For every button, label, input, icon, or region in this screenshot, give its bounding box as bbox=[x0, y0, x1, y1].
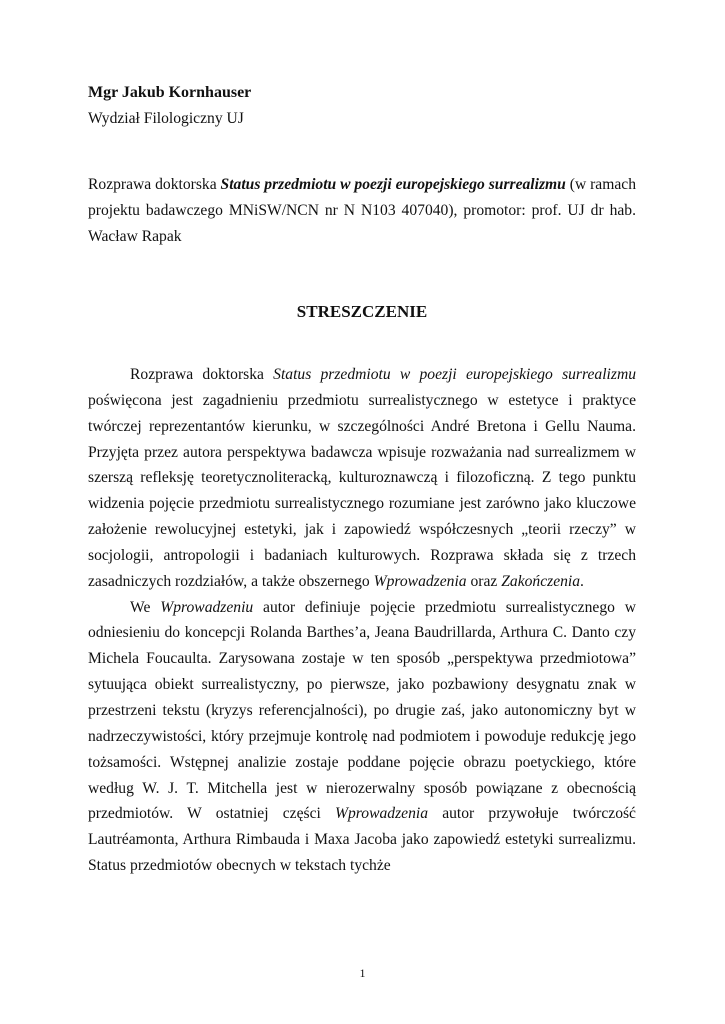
thesis-lead: Rozprawa doktorska bbox=[88, 176, 221, 193]
abstract-paragraph-1 bbox=[88, 362, 636, 595]
p1-text-4: . bbox=[580, 572, 584, 590]
page-number: 1 bbox=[359, 966, 366, 980]
thesis-details: (w ramach projektu badawczego MNiSW/NCN nr N N103 407040), promotor: prof. UJ dr hab. Wacław Rapak bbox=[88, 176, 636, 245]
p1-text-3: oraz bbox=[466, 572, 502, 590]
p2-italic-introduction: Wprowadzeniu bbox=[160, 598, 254, 616]
p1-text-1: Rozprawa doktorska bbox=[130, 366, 274, 383]
p2-text-1: We bbox=[130, 598, 161, 616]
p2-italic-introduction-2: Wprowadzenia bbox=[335, 805, 428, 823]
p1-italic-introduction: Wprowadzenia bbox=[373, 572, 467, 590]
p1-italic-conclusion: Zakończenia bbox=[501, 572, 581, 590]
author-name: Mgr Jakub Kornhauser bbox=[88, 84, 252, 101]
thesis-title: Status przedmiotu w poezji europejskiego surrealizmu bbox=[220, 176, 566, 193]
department: Wydział Filologiczny UJ bbox=[88, 110, 244, 127]
p1-text-2: poświęcona jest zagadnieniu przedmiotu surrealistycznego w estetyce i praktyce twórczej reprezentantów kierunku, w szczególności André Bretona i Gellu Nauma. Przyjęta przez autora perspektywa badawcza wpisuje rozważania nad surrealizmem w szerszą refleksję teoretycznoliteracką, kulturoznawczą i filozoficzną. Z tego punktu widzenia pojęcie przedmiotu surrealistycznego rozumiane jest zarówno jako kluczowe założenie rewolucyjnej estetyki, jak i zapowiedź współczesnych „teorii rzeczy” w socjologii, antropologii i badaniach kulturowych. Rozprawa składa się z trzech zasadniczych rozdziałów, a także obszernego bbox=[88, 391, 636, 590]
p1-italic-title: Status przedmiotu w poezji europejskiego surrealizmu bbox=[273, 366, 637, 383]
p2-text-2: autor definiuje pojęcie przedmiotu surrealistycznego w odniesieniu do koncepcji Rolanda Barthes’a, Jeana Baudrillarda, Arthura C. Danto czy Michela Foucaulta. Zarysowana zostaje w ten sposób „perspektywa przedmiotowa” sytuująca obiekt surrealistyczny, po pierwsze, jako pozbawiony desygnatu znak w przestrzeni tekstu (kryzys referencjalności), po drugie zaś, jako autonomiczny byt w nadrzeczywistości, który przejmuje kontrolę nad podmiotem i powoduje redukcję jego tożsamości. Wstępnej analizie zostaje poddane pojęcie obrazu poetyckiego, które według W. J. T. Mitchella jest w nierozerwalny sposób powiązane z obecnością przedmiotów. W ostatniej części bbox=[88, 598, 636, 823]
thesis-info bbox=[88, 172, 636, 250]
section-title: STRESZCZENIE bbox=[296, 302, 428, 321]
abstract-paragraph-2 bbox=[88, 595, 636, 879]
p2-text-3: autor przywołuje twórczość Lautréamonta, Arthura Rimbauda i Maxa Jacoba jako zapowiedź estetyki surrealizmu. Status przedmiotów obecnych w tekstach tychże bbox=[88, 805, 636, 875]
abstract-body bbox=[88, 362, 636, 879]
